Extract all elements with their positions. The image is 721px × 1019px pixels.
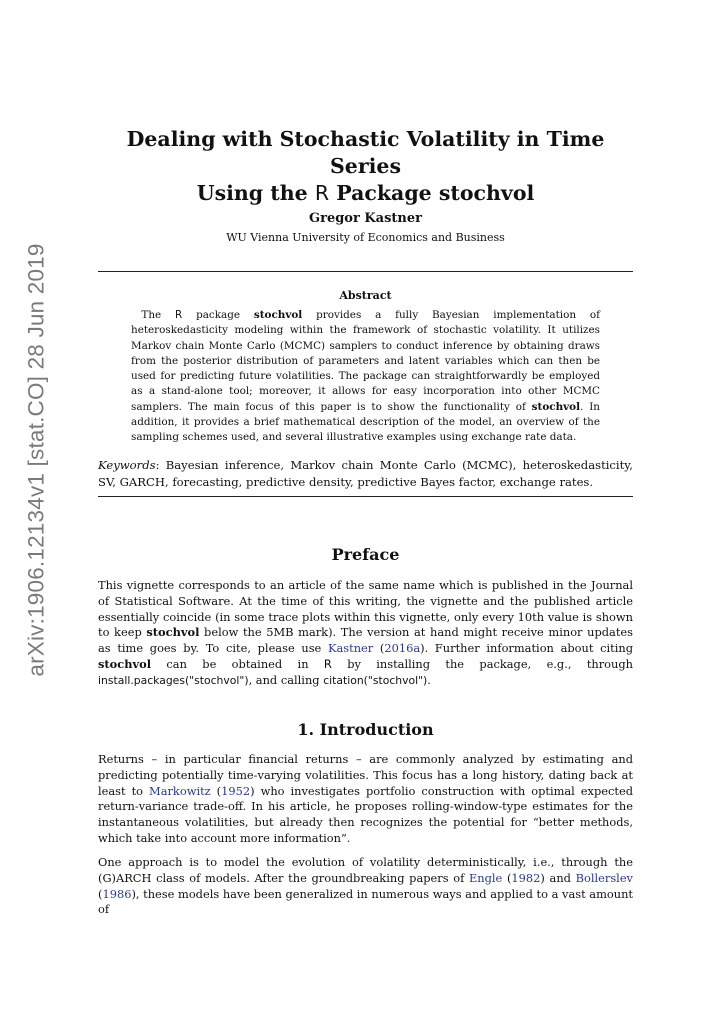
title-r-name: R (314, 181, 330, 205)
preface-heading: Preface (331, 545, 400, 564)
citation-link[interactable]: Engle (468, 870, 503, 885)
abstract-body: The R package stochvol provides a fully Bayesian implementation of heteroskedasticity modeling within the framework of stochastic volatility. It utilizes Markov chain Monte Carlo (MCMC) samplers to conduct inference by obtaining draws from the posterior distribution of parameters and latent variables which can then be used for predicting future volatilities. The package can straightforwardly be employed as a stand-alone tool; moreover, it allows for easy incorporation into other MCMC samplers. The main focus of this paper is to show the functionality of stochvol. In addition, it provides a brief mathematical description of the model, an overview of the sampling schemes used, and several illustrative examples using exchange rate data. (131, 309, 600, 444)
keywords-label: Keywords (98, 458, 156, 472)
citation-link[interactable]: 2016a (384, 641, 421, 656)
title-line-2-post: Package stochvol (329, 181, 535, 205)
citation-link[interactable]: 1952 (221, 783, 251, 798)
citation-link[interactable]: Markowitz (149, 783, 211, 798)
citation-link[interactable]: Kastner (327, 641, 374, 656)
code-install: install.packages("stochvol") (98, 673, 249, 687)
introduction-paragraph-1: Returns – in particular financial returns – are commonly analyzed by estimating and predicting potentially time-varying volatilities. This focus has a long history, dating back at least to Markowitz (1952) who investigates portfolio construction with optimal expected return-variance trade-off. In his article, he proposes rolling-window-type estimates for the instantaneous volatilities, but already then recognizes the potential for “better methods, which take into account more information”. (98, 752, 633, 845)
paper-title (98, 126, 633, 207)
title-line-1: Dealing with Stochastic Volatility in Time Series (126, 127, 605, 178)
citation-link[interactable]: 1982 (511, 870, 541, 885)
keywords-text: : Bayesian inference, Markov chain Monte Carlo (MCMC), heteroskedasticity, SV, GARCH, forecasting, predictive density, predictive Bayes factor, exchange rates. (98, 458, 633, 489)
citation-link[interactable]: 1986 (102, 886, 132, 901)
abstract-top-rule (98, 271, 633, 272)
abstract-bottom-rule (98, 496, 633, 497)
author-affiliation: WU Vienna University of Economics and Business (226, 231, 505, 244)
code-citation: citation("stochvol") (323, 673, 428, 687)
introduction-paragraph-2: One approach is to model the evolution of volatility deterministically, i.e., through the (G)ARCH class of models. After the groundbreaking papers of Engle (1982) and Bollerslev (1986), these models have been generalized in numerous ways and applied to a vast amount of (98, 855, 633, 917)
arxiv-stamp-container (8, 225, 66, 695)
arxiv-stamp: arXiv:1906.12134v1 [stat.CO] 28 Jun 2019 (24, 243, 49, 677)
preface-paragraph: This vignette corresponds to an article of the same name which is published in the Journal of Statistical Software. At the time of this writing, the vignette and the published article essentially coincide (in some trace plots within this vignette, only every 10th value is shown to keep stochvol below the 5MB mark). The version at hand might receive minor updates as time goes by. To cite, please use Kastner (2016a). Further information about citing stochvol can be obtained in R by installing the package, e.g., through install.packages("stochvol"), and calling citation("stochvol"). (98, 578, 633, 687)
title-line-2-pre: Using the (196, 181, 315, 205)
author-name: Gregor Kastner (309, 211, 422, 226)
keywords (98, 457, 633, 490)
introduction-heading: 1. Introduction (297, 720, 434, 739)
abstract-heading: Abstract (339, 289, 392, 302)
citation-link[interactable]: Bollerslev (575, 870, 633, 885)
